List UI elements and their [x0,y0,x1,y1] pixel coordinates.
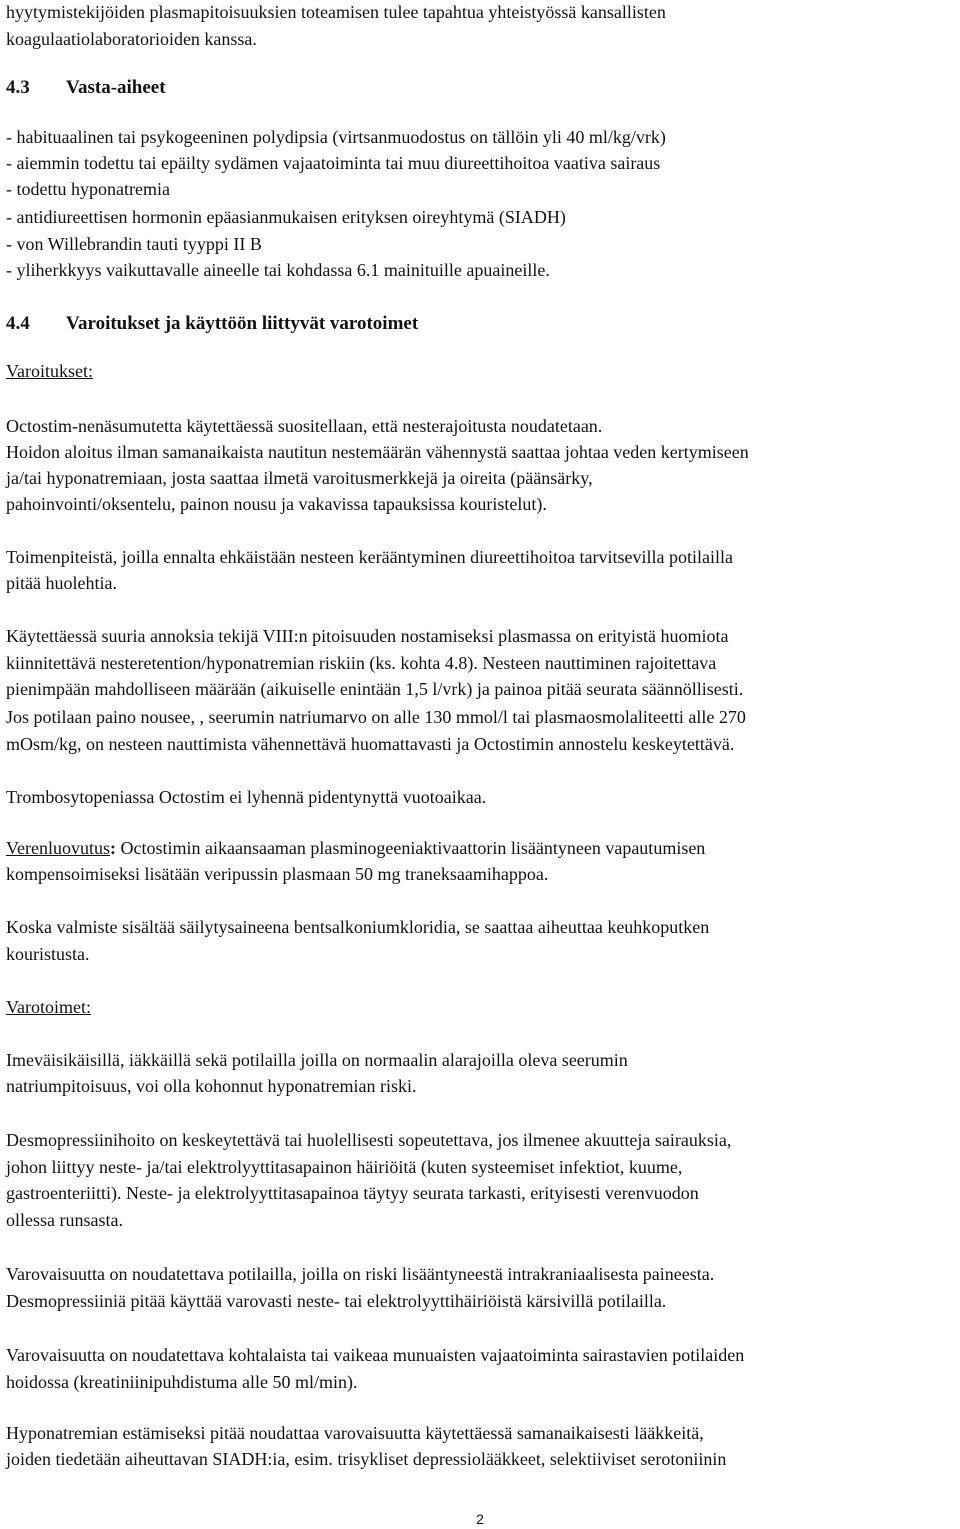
paragraph-line: kouristusta. [6,944,90,964]
paragraph-line: Octostim-nenäsumutetta käytettäessä suositellaan, että nesterajoitusta noudatetaan. [6,416,603,436]
section-heading-4-3 [6,76,166,100]
paragraph-line: ollessa runsasta. [6,1210,123,1230]
paragraph-line: Desmopressiinihoito on keskeytettävä tai huolellisesti sopeutettava, jos ilmenee akuutteja sairauksia, [6,1130,732,1150]
paragraph-line: johon liittyy neste- ja/tai elektrolyyttitasapainon häiriöitä (kuten systeemiset infektiot, kuume, [6,1157,683,1177]
section-title: Varoitukset ja käyttöön liittyvät varotoimet [66,313,419,334]
warnings-heading: Varoitukset: [6,361,93,381]
paragraph-line [6,836,705,860]
paragraph-line: Desmopressiiniä pitää käyttää varovasti neste- tai elektrolyyttihäiriöistä kärsivillä potilailla. [6,1291,667,1311]
intro-line: koagulaatiolaboratorioiden kanssa. [6,29,257,49]
paragraph-line: Varovaisuutta on noudatettava potilailla, joilla on riski lisääntyneestä intrakraniaalisesta paineesta. [6,1264,715,1284]
paragraph-line: Trombosytopeniassa Octostim ei lyhennä pidentynyttä vuotoaikaa. [6,787,487,807]
paragraph-line: Hyponatremian estämiseksi pitää noudattaa varovaisuutta käytettäessä samanaikaisesti lääkkeitä, [6,1423,704,1443]
intro-line: hyytymistekijöiden plasmapitoisuuksien toteamisen tulee tapahtua yhteistyössä kansallisten [6,2,666,22]
section-heading-4-4 [6,312,418,336]
paragraph-text: Octostimin aikaansaaman plasminogeeniaktivaattorin lisääntyneen vapautumisen [115,838,706,858]
page-number: 2 [476,1511,484,1527]
paragraph-line: hoidossa (kreatiniinipuhdistuma alle 50 ml/min). [6,1372,358,1392]
paragraph-line: gastroenteriitti). Neste- ja elektrolyyttitasapainoa täytyy seurata tarkasti, erityisesti verenvuodon [6,1183,699,1203]
paragraph-line: kiinnitettävä nesteretention/hyponatremian riskiin (ks. kohta 4.8). Nesteen nauttiminen rajoitettava [6,653,717,673]
paragraph-line: Toimenpiteistä, joilla ennalta ehkäistään nesteen kerääntyminen diureettihoitoa tarvitsevilla potilailla [6,547,733,567]
contraindication-item: - aiemmin todettu tai epäilty sydämen vajaatoiminta tai muu diureettihoitoa vaativa sairaus [6,153,661,173]
paragraph-line: pienimpään mahdolliseen määrään (aikuiselle enintään 1,5 l/vrk) ja painoa pitää seurata säännöllisesti. [6,679,744,699]
paragraph-line: natriumpitoisuus, voi olla kohonnut hyponatremian riski. [6,1076,417,1096]
paragraph-line: joiden tiedetään aiheuttavan SIADH:ia, esim. trisykliset depressiolääkkeet, selektiiviset serotoniinin [6,1449,727,1469]
paragraph-line: pitää huolehtia. [6,573,117,593]
paragraph-line: pahoinvointi/oksentelu, painon nousu ja vakavissa tapauksissa kouristelut). [6,494,547,514]
contraindication-item: - yliherkkyys vaikuttavalle aineelle tai kohdassa 6.1 mainituille apuaineille. [6,260,550,280]
label-colon: : [109,838,116,858]
paragraph-line: Imeväisikäisillä, iäkkäillä sekä potilailla joilla on normaalin alarajoilla oleva seerumin [6,1050,628,1070]
paragraph-line: Hoidon aloitus ilman samanaikaista nautitun nestemäärän vähennystä saattaa johtaa veden kertymiseen [6,442,749,462]
section-number: 4.4 [6,313,30,334]
paragraph-line: mOsm/kg, on nesteen nauttimista vähennettävä huomattavasti ja Octostimin annostelu keskeytettävä. [6,734,735,754]
blood-donation-label: Verenluovutus [6,838,110,858]
contraindication-item: - antidiureettisen hormonin epäasianmukaisen erityksen oireyhtymä (SIADH) [6,207,566,227]
section-title: Vasta-aiheet [66,77,166,98]
contraindication-item: - von Willebrandin tauti tyyppi II B [6,234,262,254]
paragraph-line: Koska valmiste sisältää säilytysaineena bentsalkoniumkloridia, se saattaa aiheuttaa keuhkoputken [6,917,710,937]
paragraph-line: Käytettäessä suuria annoksia tekijä VIII:n pitoisuuden nostamiseksi plasmassa on erityistä huomiota [6,626,729,646]
precautions-heading: Varotoimet: [6,997,91,1017]
paragraph-line: kompensoimiseksi lisätään veripussin plasmaan 50 mg traneksaamihappoa. [6,864,549,884]
contraindication-item: - todettu hyponatremia [6,179,170,199]
contraindication-item: - habituaalinen tai psykogeeninen polydipsia (virtsanmuodostus on tällöin yli 40 ml/kg/vrk) [6,127,666,147]
paragraph-line: ja/tai hyponatremiaan, josta saattaa ilmetä varoitusmerkkejä ja oireita (päänsärky, [6,468,593,488]
paragraph-line: Jos potilaan paino nousee, , seerumin natriumarvo on alle 130 mmol/l tai plasmaosmolaliteetti alle 270 [6,707,746,727]
section-number: 4.3 [6,77,30,98]
paragraph-line: Varovaisuutta on noudatettava kohtalaista tai vaikeaa munuaisten vajaatoiminta sairastavien potilaiden [6,1345,745,1365]
